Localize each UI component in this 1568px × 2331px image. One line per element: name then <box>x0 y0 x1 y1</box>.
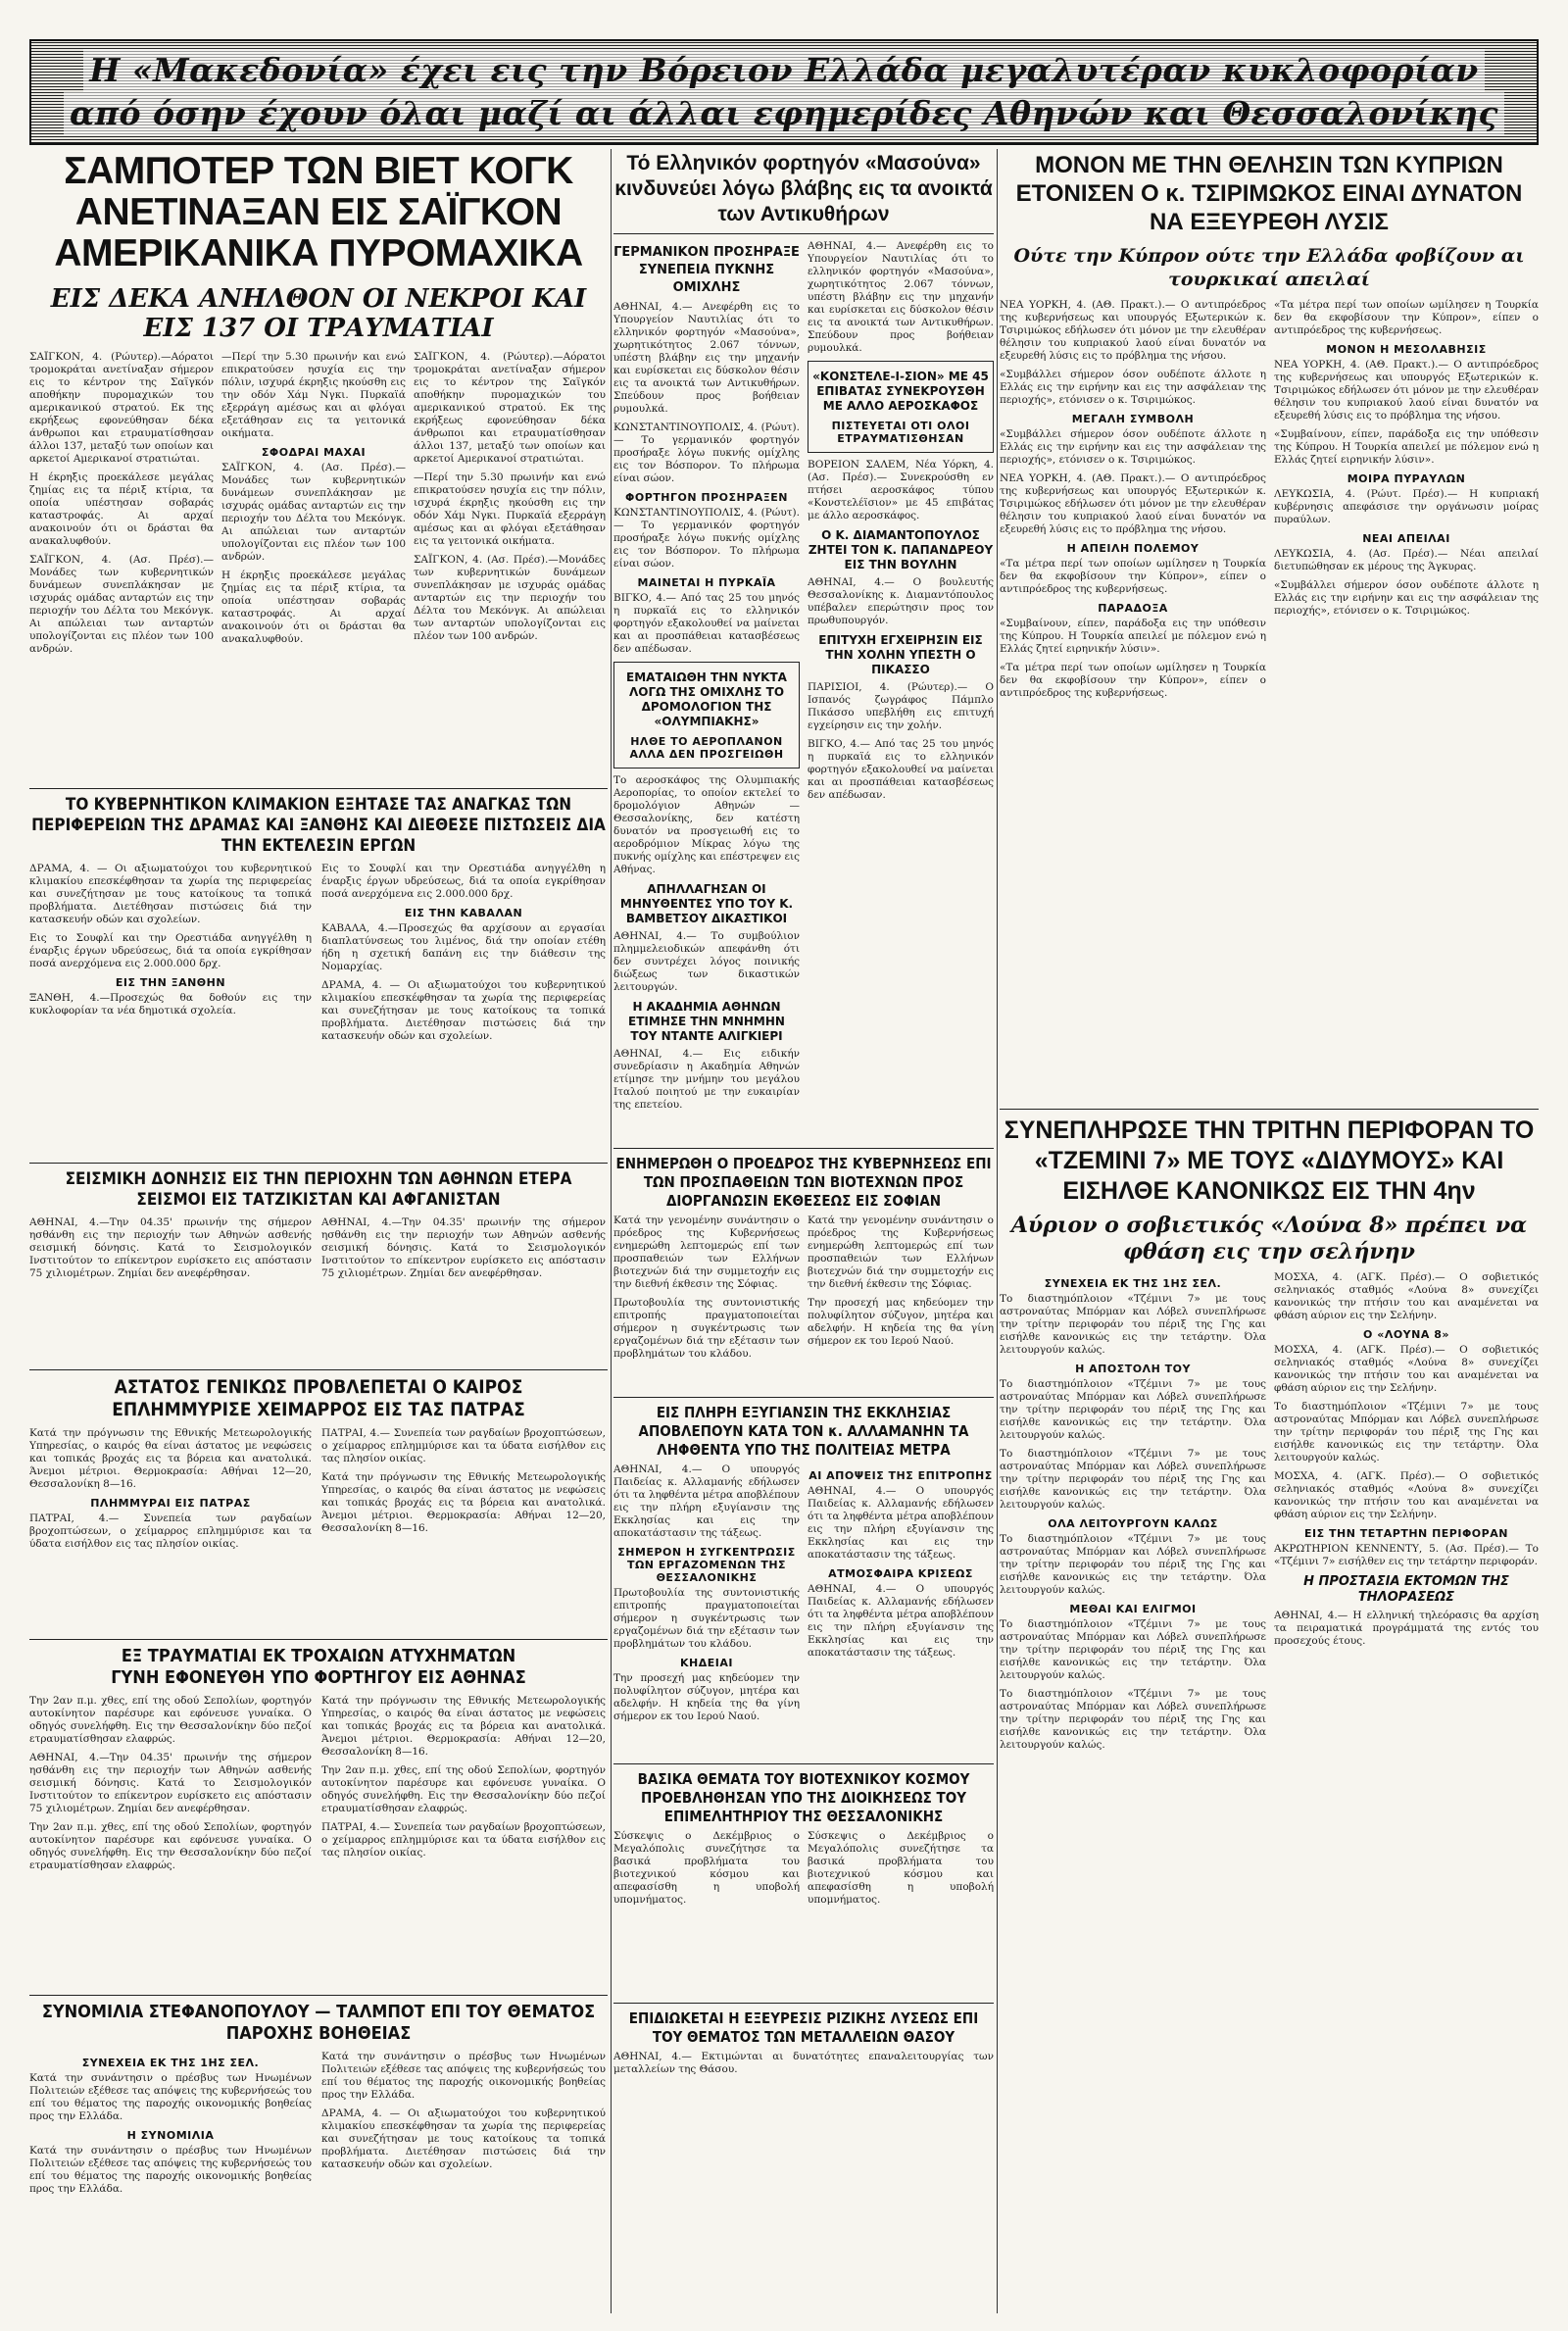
article-text: ΜΟΣΧΑ, 4. (ΑΓΚ. Πρέσ).— Ο σοβιετικός σεληνιακός σταθμός «Λούνα 8» συνεχίζει κανονικώς την πτήσιν του και αναμένεται να φθάση αύριον εις την Σελήνην. <box>1274 1344 1539 1394</box>
chamber-headline: ΒΑΣΙΚΑ ΘΕΜΑΤΑ ΤΟΥ ΒΙΟΤΕΧΝΙΚΟΥ ΚΟΣΜΟΥ ΠΡΟΕΒΛΗΘΗΣΑΝ ΥΠΟ ΤΗΣ ΔΙΟΙΚΗΣΕΩΣ ΤΟΥ ΕΠΙΜΕΛΗΤΗΡΙΟΥ ΤΗΣ ΘΕΣΣΑΛΟΝΙΚΗΣ <box>637 1770 970 1825</box>
section-subhead: ΜΟΝΟΝ Η ΜΕΣΟΛΑΒΗΣΙΣ <box>1326 343 1487 356</box>
article-text: Η έκρηξις προεκάλεσε μεγάλας ζημίας εις τα πέριξ κτίρια, τα οποία υπέστησαν σοβαράς καταστροφάς. Αι αρχαί ανακοινούν ότι οι δράσται θα ανακαλυφθούν. <box>29 471 214 547</box>
article-text: «Τα μέτρα περί των οποίων ωμίλησεν η Τουρκία δεν θα εκφοβίσουν την Κύπρον», είπεν ο αντιπρόεδρος της κυβερνήσεως. <box>1000 558 1266 595</box>
column-rule <box>611 149 612 2313</box>
article-text: Εις το Σουφλί και την Ορεστιάδα ανηγγέλθη η έναρξις έργων υδρεύσεως, διά τα οποία εγκρίθησαν ποσά ανερχόμενα εις 2.000.000 δρχ. <box>29 932 312 969</box>
divider <box>29 1163 608 1164</box>
divider <box>29 1369 608 1370</box>
divider <box>613 233 994 234</box>
article-text: «Συμβάλλει σήμερον όσον ουδέποτε άλλοτε η Ελλάς εις την ειρήνην και εις την ασφάλειαν της περιοχής», ετόνισεν ο κ. Τσιριμώκος. <box>1000 369 1266 406</box>
academy-headline: Η ΑΚΑΔΗΜΙΑ ΑΘΗΝΩΝ ΕΤΙΜΗΣΕ ΤΗΝ ΜΝΗΜΗΝ ΤΟΥ ΝΤΑΝΤΕ ΑΛΙΓΚΙΕΡΙ <box>628 1000 785 1043</box>
article-text: ΠΑΤΡΑΙ, 4.— Συνεπεία των ραγδαίων βροχοπτώσεων, ο χείμαρρος επλημμύρισε και τα ύδατα εισήλθον εις τας πλησίον οικίας. <box>321 1821 606 1859</box>
section-subhead: Η ΣΥΝΟΜΙΛΙΑ <box>126 2129 215 2142</box>
divider <box>29 788 608 789</box>
article-text: Κατά την πρόγνωσιν της Εθνικής Μετεωρολογικής Υπηρεσίας, ο καιρός θα είναι άστατος με νεφώσεις και τοπικάς βροχάς εις τα βόρεια και ανατολικά. Άνεμοι μέτριοι. Θερμοκρασία: Αθήναι 12—20, Θεσσαλονίκη 8—16. <box>29 1427 312 1490</box>
biz-article <box>613 1215 994 1391</box>
divider <box>613 1148 994 1149</box>
article-text: ΠΑΤΡΑΙ, 4.— Συνεπεία των ραγδαίων βροχοπτώσεων, ο χείμαρρος επλημμύρισε και τα ύδατα εισήλθον εις τας πλησίον οικίας. <box>321 1427 606 1464</box>
divider <box>1000 1109 1539 1110</box>
section-subhead: ΦΟΡΤΗΓΟΝ ΠΡΟΣΗΡΑΞΕΝ <box>625 491 788 504</box>
article-text: Την προσεχή μας κηδεύομεν την πολυφίλητον σύζυγον, μητέρα και αδελφήν. Η κηδεία της θα γίνη σήμερον εκ του Ιερού Ναού. <box>808 1297 994 1347</box>
article-text: ΔΡΑΜΑ, 4. — Οι αξιωματούχοι του κυβερνητικού κλιμακίου επεσκέφθησαν τα χωρία της περιφερείας και συνεζήτησαν με τους κατοίκους τα τοπικά προβλήματα. Διετέθησαν πιστώσεις διά την κατασκευήν οδών και σχολείων. <box>29 863 312 925</box>
tv-headline: Η ΠΡΟΣΤΑΣΙΑ ΕΚΤΟΜΩΝ ΤΗΣ ΤΗΛΟΡΑΣΕΩΣ <box>1303 1574 1509 1605</box>
article-text: ΝΕΑ ΥΟΡΚΗ, 4. (ΑΘ. Πρακτ.).— Ο αντιπρόεδρος της κυβερνήσεως και υπουργός Εξωτερικών κ. Τσιριμώκος εδήλωσεν ότι μόνον με την ελευθέραν θέλησιν του κυπριακού λαού είναι δυνατόν να εξευρεθή λύσις εις το πρόβλημα της νήσου. <box>1000 472 1266 535</box>
divider <box>613 1397 994 1398</box>
divider <box>29 1995 608 1996</box>
gemini-article <box>1000 1271 1539 2183</box>
section-subhead: Η ΑΠΕΙΛΗ ΠΟΛΕΜΟΥ <box>1066 542 1200 555</box>
constellation-box <box>808 361 994 453</box>
picasso-headline: ΕΠΙΤΥΧΗ ΕΓΧΕΙΡΗΣΙΝ ΕΙΣ ΤΗΝ ΧΟΛΗΝ ΥΠΕΣΤΗ Ο ΠΙΚΑΣΣΟ <box>818 633 983 676</box>
article-text: Σύσκεψις ο Δεκέμβριος ο Μεγαλόπολις συνεζήτησε τα βασικά προβλήματα του βιοτεχνικού κόσμου και απεφασίσθη η υποβολή υπομνήματος. <box>808 1830 994 1906</box>
divider <box>613 2003 994 2004</box>
stefanopoulos-article <box>29 2051 608 2266</box>
article-text: ΔΡΑΜΑ, 4. — Οι αξιωματούχοι του κυβερνητικού κλιμακίου επεσκέφθησαν τα χωρία της περιφερείας και συνεζήτησαν με τους κατοίκους τα τοπικά προβλήματα. Διετέθησαν πιστώσεις διά την κατασκευήν οδών και σχολείων. <box>321 979 606 1042</box>
article-text: «Συμβαίνουν, είπεν, παράδοξα εις την υπόθεσιν της Κύπρου. Η Τουρκία απειλεί με πόλεμον ενώ η Ελλάς ζητεί ειρηνικήν λύσιν». <box>1000 618 1266 655</box>
article-text: Το διαστημόπλοιον «Τζέμινι 7» με τους αστροναύτας Μπόρμαν και Λόβελ συνεπλήρωσε την τρίτην περιφοράν του πέριξ της Γης και εισήλθε κανονικώς εις την τετάρτην. Όλα λειτουργούν καλώς. <box>1000 1448 1266 1511</box>
divider <box>613 1763 994 1764</box>
cyprus-headline: ΜΟΝΟΝ ΜΕ ΤΗΝ ΘΕΛΗΣΙΝ ΤΩΝ ΚΥΠΡΙΩΝ ΕΤΟΝΙΣΕΝ Ο κ. ΤΣΙΡΙΜΩΚΟΣ ΕΙΝΑΙ ΔΥΝΑΤΟΝ ΝΑ ΕΞΕΥΡΕΘΗ ΛΥΣΙΣ <box>1015 152 1523 235</box>
seismic-headline: ΣΕΙΣΜΙΚΗ ΔΟΝΗΣΙΣ ΕΙΣ ΤΗΝ ΠΕΡΙΟΧΗΝ ΤΩΝ ΑΘΗΝΩΝ ΕΤΕΡΑ ΣΕΙΣΜΟΙ ΕΙΣ ΤΑΤΖΙΚΙΣΤΑΝ ΚΑΙ ΑΦΓΑΝΙΣΤΑΝ <box>65 1169 572 1210</box>
article-text: Κατά την πρόγνωσιν της Εθνικής Μετεωρολογικής Υπηρεσίας, ο καιρός θα είναι άστατος με νεφώσεις και τοπικάς βροχάς εις τα βόρεια και ανατολικά. Άνεμοι μέτριοι. Θερμοκρασία: Αθήναι 12—20, Θεσσαλονίκη 8—16. <box>321 1695 606 1758</box>
article-text: Το διαστημόπλοιον «Τζέμινι 7» με τους αστροναύτας Μπόρμαν και Λόβελ συνεπλήρωσε την τρίτην περιφοράν του πέριξ της Γης και εισήλθε κανονικώς εις την τετάρτην. Όλα λειτουργούν καλώς. <box>1000 1293 1266 1356</box>
banner-line-1: Η «Μακεδονία» έχει εις την Βόρειον Ελλάδα μεγαλυτέραν κυκλοφορίαν <box>83 49 1484 92</box>
article-text: ΜΟΣΧΑ, 4. (ΑΓΚ. Πρέσ).— Ο σοβιετικός σεληνιακός σταθμός «Λούνα 8» συνεχίζει κανονικώς την πτήσιν του και αναμένεται να φθάση αύριον εις την Σελήνην. <box>1274 1271 1539 1321</box>
column-rule <box>997 149 998 2313</box>
article-text: Την προσεχή μας κηδεύομεν την πολυφίλητον σύζυγον, μητέρα και αδελφήν. Η κηδεία της θα γίνη σήμερον εκ του Ιερού Ναού. <box>613 1672 800 1722</box>
olympic-box <box>613 662 800 769</box>
article-text: ΝΕΑ ΥΟΡΚΗ, 4. (ΑΘ. Πρακτ.).— Ο αντιπρόεδρος της κυβερνήσεως και υπουργός Εξωτερικών κ. Τσιριμώκος εδήλωσεν ότι μόνον με την ελευθέραν θέλησιν του κυπριακού λαού είναι δυνατόν να εξευρεθή λύσις εις το πρόβλημα της νήσου. <box>1274 359 1539 422</box>
article-text: Εις το Σουφλί και την Ορεστιάδα ανηγγέλθη η έναρξις έργων υδρεύσεως, διά τα οποία εγκρίθησαν ποσά ανερχόμενα εις 2.000.000 δρχ. <box>321 863 606 900</box>
article-text: ΑΘΗΝΑΙ, 4.— Εις ειδικήν συνεδρίασιν η Ακαδημία Αθηνών ετίμησε την μνήμην του μεγάλου Ιταλού ποιητού με την ευκαιρίαν της επετείου. <box>613 1048 800 1111</box>
article-text: Κατά την συνάντησιν ο πρέσβυς των Ηνωμένων Πολιτειών εξέθεσε τας απόψεις της κυβερνήσεώς του επί του θέματος της παροχής οικονομικής βοηθείας προς την Ελλάδα. <box>321 2051 606 2101</box>
divider <box>29 1639 608 1640</box>
constellation-headline: «ΚΟΝΣΤΕΛΕ-Ι-ΣΙΟΝ» ΜΕ 45 ΕΠΙΒΑΤΑΣ ΣΥΝΕΚΡΟΥΣΘΗ ΜΕ ΑΛΛΟ ΑΕΡΟΣΚΑΦΟΣ <box>812 370 989 413</box>
article-text: ΑΘΗΝΑΙ, 4.— Το συμβούλιον πλημμελειοδικών απεφάνθη ότι δεν συντρέχει λόγος ποινικής διώξεως των δικαστικών λειτουργών. <box>613 930 800 993</box>
article-text: Την 2αν π.μ. χθες, επί της οδού Σεπολίων, φορτηγόν αυτοκίνητον παρέσυρε και εφόνευσε γυναίκα. Ο οδηγός συνελήφθη. Εις την Θεσσαλονίκην δύο πεζοί ετραυματίσθησαν ελαφρώς. <box>29 1821 312 1871</box>
article-text: Πρωτοβουλία της συντονιστικής επιτροπής πραγματοποιείται σήμερον η συγκέντρωσις των εργαζομένων διά την εξέτασιν των προβλημάτων του κλάδου. <box>613 1587 800 1650</box>
article-text: ΑΘΗΝΑΙ, 4.—Την 04.35' πρωινήν της σήμερον ησθάνθη εις την περιοχήν των Αθηνών ασθενής σεισμική δόνησις. Κατά το Σεισμολογικόν Ινστιτούτον το επίκεντρον ευρίσκετο εις απόστασιν 75 χιλιομέτρων. Ζημίαι δεν ανεφέρθησαν. <box>29 1752 312 1814</box>
article-text: «Συμβάλλει σήμερον όσον ουδέποτε άλλοτε η Ελλάς εις την ειρήνην και εις την ασφάλειαν της περιοχής», ετόνισεν ο κ. Τσιριμώκος. <box>1274 579 1539 617</box>
section-subhead: ΜΕΘΑΙ ΚΑΙ ΕΛΙΓΜΟΙ <box>1069 1603 1197 1615</box>
section-subhead: ΜΟΙΡΑ ΠΥΡΑΥΛΩΝ <box>1347 472 1466 485</box>
article-text: Το διαστημόπλοιον «Τζέμινι 7» με τους αστροναύτας Μπόρμαν και Λόβελ συνεπλήρωσε την τρίτην περιφοράν του πέριξ της Γης και εισήλθε κανονικώς εις την τετάρτην. Όλα λειτουργούν καλώς. <box>1000 1618 1266 1681</box>
article-text: Κατά την συνάντησιν ο πρέσβυς των Ηνωμένων Πολιτειών εξέθεσε τας απόψεις της κυβερνήσεώς του επί του θέματος της παροχής οικονομικής βοηθείας προς την Ελλάδα. <box>29 2145 312 2195</box>
section-subhead: ΑΤΜΟΣΦΑΙΡΑ ΚΡΙΣΕΩΣ <box>828 1567 973 1580</box>
lead-article <box>29 351 608 782</box>
section-subhead: ΕΙΣ ΤΗΝ ΤΕΤΑΡΤΗΝ ΠΕΡΙΦΟΡΑΝ <box>1304 1527 1508 1540</box>
article-text: Κατά την γενομένην συνάντησιν ο πρόεδρος της Κυβερνήσεως ενημερώθη λεπτομερώς επί των προσπαθειών των Ελλήνων βιοτεχνών διά την συμμετοχήν εις την διεθνή έκθεσιν της Σόφιας. <box>808 1215 994 1290</box>
article-text: Την 2αν π.μ. χθες, επί της οδού Σεπολίων, φορτηγόν αυτοκίνητον παρέσυρε και εφόνευσε γυναίκα. Ο οδηγός συνελήφθη. Εις την Θεσσαλονίκην δύο πεζοί ετραυματίσθησαν ελαφρώς. <box>29 1695 312 1745</box>
section-subhead: ΟΛΑ ΛΕΙΤΟΥΡΓΟΥΝ ΚΑΛΩΣ <box>1048 1517 1218 1530</box>
article-text: Το αεροσκάφος της Ολυμπιακής Αεροπορίας, το οποίον εκτελεί το δρομολόγιον Αθηνών — Θεσσαλονίκης, δεν κατέστη δυνατόν να προσγειωθή εις το αεροδρόμιον Μίκρας λόγω της πυκνής ομίχλης και επέστρεψεν εις Αθήνας. <box>613 774 800 875</box>
article-text: ΑΘΗΝΑΙ, 4.— Ανεφέρθη εις το Υπουργείον Ναυτιλίας ότι το ελληνικόν φορτηγόν «Μασούνα», χωρητικότητος 2.067 τόννων, υπέστη βλάβην εις την μηχανήν και ευρίσκεται εις δύσκολον θέσιν εις τα ανοικτά των Αντικυθήρων. Σπεύδουν προς βοήθειαν ρυμουλκά. <box>613 301 800 415</box>
olympic-subhead: ΗΛΘΕ ΤΟ ΑΕΡΟΠΛΑΝΟΝ ΑΛΛΑ ΔΕΝ ΠΡΟΣΓΕΙΩΘΗ <box>629 735 784 761</box>
article-text: ΜΟΣΧΑ, 4. (ΑΓΚ. Πρέσ).— Ο σοβιετικός σεληνιακός σταθμός «Λούνα 8» συνεχίζει κανονικώς την πτήσιν του και αναμένεται να φθάση αύριον εις την Σελήνην. <box>1274 1470 1539 1520</box>
section-subhead: ΝΕΑΙ ΑΠΕΙΛΑΙ <box>1362 532 1450 545</box>
gemini-subheadline: Αύριον ο σοβιετικός «Λούνα 8» πρέπει να φθάση εις την σελήνην <box>1010 1213 1528 1265</box>
article-text: ΑΘΗΝΑΙ, 4.—Την 04.35' πρωινήν της σήμερον ησθάνθη εις την περιοχήν των Αθηνών ασθενής σεισμική δόνησις. Κατά το Σεισμολογικόν Ινστιτούτον το επίκεντρον ευρίσκετο εις απόστασιν 75 χιλιομέτρων. Ζημίαι δεν ανεφέρθησαν. <box>29 1216 312 1279</box>
article-text: ΝΕΑ ΥΟΡΚΗ, 4. (ΑΘ. Πρακτ.).— Ο αντιπρόεδρος της κυβερνήσεως και υπουργός Εξωτερικών κ. Τσιριμώκος εδήλωσεν ότι μόνον με την ελευθέραν θέλησιν του κυπριακού λαού είναι δυνατόν να εξευρεθή λύσις εις το πρόβλημα της νήσου. <box>1000 299 1266 362</box>
article-text: ΣΑΪΓΚΟΝ, 4. (Ρώυτερ).—Αόρατοι τρομοκράται ανετίναξαν σήμερον εις το κέντρον της Σαϊγκόν αποθήκην πυρομαχικών του αμερικανικού στρατού. Εκ της εκρήξεως εφονεύθησαν δέκα άνθρωποι και ετραυματίσθησαν άλλοι 137, μεταξύ των οποίων και αρκετοί Αμερικανοί στρατιώται. <box>414 351 606 465</box>
gemini-headline: ΣΥΝΕΠΛΗΡΩΣΕ ΤΗΝ ΤΡΙΤΗΝ ΠΕΡΙΦΟΡΑΝ ΤΟ «ΤΖΕΜΙΝΙ 7» ΜΕ ΤΟΥΣ «ΔΙΔΥΜΟΥΣ» ΚΑΙ ΕΙΣΗΛΘΕ ΚΑΝΟΝΙΚΩΣ ΕΙΣ ΤΗΝ 4ην <box>1004 1116 1535 1205</box>
article-text: ΚΑΒΑΛΑ, 4.—Προσεχώς θα αρχίσουν αι εργασίαι διαπλατύνσεως του λιμένος, διά την οποίαν ετέθη ήδη η σχετική δαπάνη εις την διάθεσιν της Νομαρχίας. <box>321 922 606 972</box>
column-right <box>1000 149 1539 2313</box>
church-article <box>613 1463 994 1758</box>
article-text: ΑΘΗΝΑΙ, 4.— Ο βουλευτής Θεσσαλονίκης κ. Διαμαντόπουλος υπέβαλεν επερώτησιν προς τον πρωθυπουργόν. <box>808 576 994 626</box>
masthead-banner <box>29 39 1539 145</box>
article-text: «Συμβάλλει σήμερον όσον ουδέποτε άλλοτε η Ελλάς εις την ειρήνην και εις την ασφάλειαν της περιοχής», ετόνισεν ο κ. Τσιριμώκος. <box>1000 428 1266 466</box>
traffic-headline: ΕΞ ΤΡΑΥΜΑΤΙΑΙ ΕΚ ΤΡΟΧΑΙΩΝ ΑΤΥΧΗΜΑΤΩΝ <box>121 1646 516 1666</box>
section-subhead: ΜΕΓΑΛΗ ΣΥΜΒΟΛΗ <box>1071 413 1195 425</box>
article-text: ΒΙΓΚΟ, 4.— Από τας 25 του μηνός η πυρκαϊά εις το ελληνικόν φορτηγόν εξακολουθεί να μαίνεται και αι προσπάθειαι κατασβέσεως δεν απέδωσαν. <box>808 738 994 801</box>
article-text: ΛΕΥΚΩΣΙΑ, 4. (Ασ. Πρέσ).— Νέαι απειλαί διετυπώθησαν εκ μέρους της Άγκυρας. <box>1274 548 1539 572</box>
article-text: Το διαστημόπλοιον «Τζέμινι 7» με τους αστροναύτας Μπόρμαν και Λόβελ συνεπλήρωσε την τρίτην περιφοράν του πέριξ της Γης και εισήλθε κανονικώς εις την τετάρτην. Όλα λειτουργούν καλώς. <box>1000 1378 1266 1441</box>
article-text: ΚΩΝΣΤΑΝΤΙΝΟΥΠΟΛΙΣ, 4. (Ρώυτ).— Το γερμανικόν φορτηγόν προσήραξε λόγω πυκνής ομίχλης εις τον Βόσπορον. Το πλήρωμα είναι σώον. <box>613 422 800 484</box>
chamber-article <box>613 1830 994 1997</box>
article-text: Κατά την γενομένην συνάντησιν ο πρόεδρος της Κυβερνήσεως ενημερώθη λεπτομερώς επί των προσπαθειών των Ελλήνων βιοτεχνών διά την συμμετοχήν εις την διεθνή έκθεσιν της Σόφιας. <box>613 1215 800 1290</box>
section-subhead: ΚΗΔΕΙΑΙ <box>680 1657 733 1669</box>
cabinet-article <box>29 863 608 1157</box>
article-text: Την 2αν π.μ. χθες, επί της οδού Σεπολίων, φορτηγόν αυτοκίνητον παρέσυρε και εφόνευσε γυναίκα. Ο οδηγός συνελήφθη. Εις την Θεσσαλονίκην δύο πεζοί ετραυματίσθησαν ελαφρώς. <box>321 1764 606 1814</box>
article-text: ΒΟΡΕΙΟΝ ΣΑΛΕΜ, Νέα Υόρκη, 4. (Ασ. Πρέσ).— Συνεκρούσθη εν πτήσει αεροσκάφος τύπου «Κονστελέϊσιον» με 45 επιβάτας με άλλο αεροσκάφος. <box>808 459 994 521</box>
article-text: —Περί την 5.30 πρωινήν και ενώ επικρατούσεν ησυχία εις την πόλιν, ισχυρά έκρηξις ηκούσθη εις την οδόν Χάμ Νγκι. Πυρκαϊά εξερράγη αμέσως και αι φλόγαι εξετάθησαν εις τα γειτονικά οικήματα. <box>221 351 406 439</box>
stefanopoulos-headline: ΣΥΝΟΜΙΛΙΑ ΣΤΕΦΑΝΟΠΟΥΛΟΥ — ΤΑΛΜΠΟΤ ΕΠΙ ΤΟΥ ΘΕΜΑΤΟΣ ΠΑΡΟΧΗΣ ΒΟΗΘΕΙΑΣ <box>41 2002 596 2044</box>
cabinet-headline: ΤΟ ΚΥΒΕΡΝΗΤΙΚΟΝ ΚΛΙΜΑΚΙΟΝ ΕΞΗΤΑΣΕ ΤΑΣ ΑΝΑΓΚΑΣ ΤΩΝ ΠΕΡΙΦΕΡΕΙΩΝ ΤΗΣ ΔΡΑΜΑΣ ΚΑΙ ΞΑΝΘΗΣ ΚΑΙ ΔΙΕΘΕΣΕ ΠΙΣΤΩΣΕΙΣ ΔΙΑ ΤΗΝ ΕΚΤΕΛΕΣΙΝ ΕΡΓΩΝ <box>31 795 606 856</box>
article-text: «Συμβαίνουν, είπεν, παράδοξα εις την υπόθεσιν της Κύπρου. Η Τουρκία απειλεί με πόλεμον ενώ η Ελλάς ζητεί ειρηνικήν λύσιν». <box>1274 428 1539 466</box>
article-text: ΔΡΑΜΑ, 4. — Οι αξιωματούχοι του κυβερνητικού κλιμακίου επεσκέφθησαν τα χωρία της περιφερείας και συνεζήτησαν με τους κατοίκους τα τοπικά προβλήματα. Διετέθησαν πιστώσεις διά την κατασκευήν οδών και σχολείων. <box>321 2108 606 2170</box>
newspaper-page <box>29 39 1539 2313</box>
section-subhead: ΕΙΣ ΤΗΝ ΞΑΝΘΗΝ <box>115 976 226 989</box>
lead-headline: ΣΑΜΠΟΤΕΡ ΤΩΝ ΒΙΕΤ ΚΟΓΚ ΑΝΕΤΙΝΑΞΑΝ ΕΙΣ ΣΑΪΓΚΟΝ ΑΜΕΡΙΚΑΝΙΚΑ ΠΥΡΟΜΑΧΙΚΑ <box>54 150 583 274</box>
olympic-headline: ΕΜΑΤΑΙΩΘΗ ΤΗΝ ΝΥΚΤΑ ΛΟΓΩ ΤΗΣ ΟΜΙΧΛΗΣ ΤΟ ΔΡΟΜΟΛΟΓΙΟΝ ΤΗΣ «ΟΛΥΜΠΙΑΚΗΣ» <box>626 670 787 728</box>
article-text: ΑΘΗΝΑΙ, 4.— Ο υπουργός Παιδείας κ. Αλλαμανής εδήλωσεν ότι τα ληφθέντα μέτρα αποβλέπουν εις την πλήρη εξυγίανσιν της Εκκλησίας και εις την αποκατάστασιν της τάξεως. <box>808 1485 994 1561</box>
article-text: «Τα μέτρα περί των οποίων ωμίλησεν η Τουρκία δεν θα εκφοβίσουν την Κύπρον», είπεν ο αντιπρόεδρος της κυβερνήσεως. <box>1274 299 1539 336</box>
woman-headline: ΓΥΝΗ ΕΦΟΝΕΥΘΗ ΥΠΟ ΦΟΡΤΗΓΟΥ ΕΙΣ ΑΘΗΝΑΣ <box>111 1667 526 1688</box>
article-text: «Τα μέτρα περί των οποίων ωμίλησεν η Τουρκία δεν θα εκφοβίσουν την Κύπρον», είπεν ο αντιπρόεδρος της κυβερνήσεως. <box>1000 662 1266 699</box>
seismic-article <box>29 1216 608 1364</box>
article-text: ΚΩΝΣΤΑΝΤΙΝΟΥΠΟΛΙΣ, 4. (Ρώυτ).— Το γερμανικόν φορτηγόν προσήραξε λόγω πυκνής ομίχλης εις τον Βόσπορον. Το πλήρωμα είναι σώον. <box>613 507 800 570</box>
article-text: ΑΘΗΝΑΙ, 4.—Την 04.35' πρωινήν της σήμερον ησθάνθη εις την περιοχήν των Αθηνών ασθενής σεισμική δόνησις. Κατά το Σεισμολογικόν Ινστιτούτον το επίκεντρον ευρίσκετο εις απόστασιν 75 χιλιομέτρων. Ζημίαι δεν ανεφέρθησαν. <box>321 1216 606 1279</box>
column-left <box>29 149 608 2313</box>
weather-article <box>29 1427 608 1633</box>
german-headline: ΓΕΡΜΑΝΙΚΟΝ ΠΡΟΣΗΡΑΞΕ ΣΥΝΕΠΕΙΑ ΠΥΚΝΗΣ ΟΜΙΧΛΗΣ <box>613 245 800 295</box>
article-text: ΑΘΗΝΑΙ, 4.— Ο υπουργός Παιδείας κ. Αλλαμανής εδήλωσεν ότι τα ληφθέντα μέτρα αποβλέπουν εις την πλήρη εξυγίανσιν της Εκκλησίας και εις την αποκατάστασιν της τάξεως. <box>808 1583 994 1659</box>
article-text: Το διαστημόπλοιον «Τζέμινι 7» με τους αστροναύτας Μπόρμαν και Λόβελ συνεπλήρωσε την τρίτην περιφοράν του πέριξ της Γης και εισήλθε κανονικώς εις την τετάρτην. Όλα λειτουργούν καλώς. <box>1000 1688 1266 1751</box>
section-subhead: ΜΑΙΝΕΤΑΙ Η ΠΥΡΚΑΪΑ <box>637 576 776 589</box>
article-text: ΒΙΓΚΟ, 4.— Από τας 25 του μηνός η πυρκαϊά εις το ελληνικόν φορτηγόν εξακολουθεί να μαίνεται και αι προσπάθειαι κατασβέσεως δεν απέδωσαν. <box>613 592 800 655</box>
weather-headline: ΑΣΤΑΤΟΣ ΓΕΝΙΚΩΣ ΠΡΟΒΛΕΠΕΤΑΙ Ο ΚΑΙΡΟΣ <box>114 1376 523 1398</box>
article-text: —Περί την 5.30 πρωινήν και ενώ επικρατούσεν ησυχία εις την πόλιν, ισχυρά έκρηξις ηκούσθη εις την οδόν Χάμ Νγκι. Πυρκαϊά εξερράγη αμέσως και αι φλόγαι εξετάθησαν εις τα γειτονικά οικήματα. <box>414 471 606 547</box>
church-headline: ΕΙΣ ΠΛΗΡΗ ΕΞΥΓΙΑΝΣΙΝ ΤΗΣ ΕΚΚΛΗΣΙΑΣ ΑΠΟΒΛΕΠΟΥΝ ΚΑΤΑ ΤΟΝ κ. ΑΛΛΑΜΑΝΗΝ ΤΑ ΛΗΦΘΕΝΤΑ ΥΠΟ ΤΗΣ ΠΟΛΙΤΕΙΑΣ ΜΕΤΡΑ <box>638 1404 969 1459</box>
article-text: Κατά την συνάντησιν ο πρέσβυς των Ηνωμένων Πολιτειών εξέθεσε τας απόψεις της κυβερνήσεώς του επί του θέματος της παροχής οικονομικής βοηθείας προς την Ελλάδα. <box>29 2072 312 2122</box>
continued-note: ΣΥΝΕΧΕΙΑ ΕΚ ΤΗΣ 1ΗΣ ΣΕΛ. <box>1044 1277 1222 1290</box>
article-text: Η έκρηξις προεκάλεσε μεγάλας ζημίας εις τα πέριξ κτίρια, τα οποία υπέστησαν σοβαράς καταστροφάς. Αι αρχαί ανακοινούν ότι οι δράσται θα ανακαλυφθούν. <box>221 570 406 645</box>
section-subhead: Η ΑΠΟΣΤΟΛΗ ΤΟΥ <box>1075 1363 1191 1375</box>
papandreou-headline: Ο Κ. ΔΙΑΜΑΝΤΟΠΟΥΛΟΣ ΖΗΤΕΙ ΤΟΝ Κ. ΠΑΠΑΝΔΡΕΟΥ ΕΙΣ ΤΗΝ ΒΟΥΛΗΝ <box>808 528 994 571</box>
constellation-subhead: ΠΙΣΤΕΥΕΤΑΙ ΟΤΙ ΟΛΟΙ ΕΤΡΑΥΜΑΤΙΣΘΗΣΑΝ <box>831 420 970 445</box>
section-subhead: ΕΙΣ ΤΗΝ ΚΑΒΑΛΑΝ <box>404 907 523 919</box>
article-text: Πρωτοβουλία της συντονιστικής επιτροπής πραγματοποιείται σήμερον η συγκέντρωσις των εργαζομένων διά την εξέτασιν των προβλημάτων του κλάδου. <box>613 1297 800 1360</box>
lead-subheadline: ΕΙΣ ΔΕΚΑ ΑΝΗΛΘΟΝ ΟΙ ΝΕΚΡΟΙ ΚΑΙ ΕΙΣ 137 ΟΙ ΤΡΑΥΜΑΤΙΑΙ <box>50 284 587 343</box>
section-subhead: ΠΑΡΑΔΟΞΑ <box>1098 602 1168 615</box>
acquit-headline: ΑΠΗΛΛΑΓΗΣΑΝ ΟΙ ΜΗΝΥΘΕΝΤΕΣ ΥΠΟ ΤΟΥ Κ. ΒΑΜΒΕΤΣΟΥ ΔΙΚΑΣΤΙΚΟΙ <box>619 882 794 925</box>
section-subhead: ΠΛΗΜΜΥΡΑΙ ΕΙΣ ΠΑΤΡΑΣ <box>90 1497 251 1510</box>
section-subhead: ΣΦΟΔΡΑΙ ΜΑΧΑΙ <box>261 446 367 459</box>
article-text: Το διαστημόπλοιον «Τζέμινι 7» με τους αστροναύτας Μπόρμαν και Λόβελ συνεπλήρωσε την τρίτην περιφοράν του πέριξ της Γης και εισήλθε κανονικώς εις την τετάρτην. Όλα λειτουργούν καλώς. <box>1274 1401 1539 1463</box>
section-subhead: Ο «ΛΟΥΝΑ 8» <box>1363 1328 1449 1341</box>
article-text: ΑΘΗΝΑΙ, 4.— Ανεφέρθη εις το Υπουργείον Ναυτιλίας ότι το ελληνικόν φορτηγόν «Μασούνα», χωρητικότητος 2.067 τόννων, υπέστη βλάβην εις την μηχανήν και ευρίσκεται εις δύσκολον θέσιν εις τα ανοικτά των Αντικυθήρων. Σπεύδουν προς βοήθειαν ρυμουλκά. <box>808 240 994 354</box>
article-text: ΑΚΡΩΤΗΡΙΟΝ ΚΕΝΝΕΝΤΥ, 5. (Ασ. Πρέσ).— Το «Τζέμινι 7» εισήλθεν εις την τετάρτην περιφοράν. <box>1274 1543 1539 1567</box>
article-text: ΣΑΪΓΚΟΝ, 4. (Ασ. Πρέσ).—Μονάδες των κυβερνητικών δυνάμεων συνεπλάκησαν με ισχυράς ομάδας ανταρτών εις την περιοχήν του Δέλτα του Μεκόνγκ. Αι απώλειαι των ανταρτών υπολογίζονται εις πλέον των 100 ανδρών. <box>29 554 214 655</box>
article-text: ΠΑΤΡΑΙ, 4.— Συνεπεία των ραγδαίων βροχοπτώσεων, ο χείμαρρος επλημμύρισε και τα ύδατα εισήλθον εις τας πλησίον οικίας. <box>29 1513 312 1550</box>
article-text: Κατά την πρόγνωσιν της Εθνικής Μετεωρολογικής Υπηρεσίας, ο καιρός θα είναι άστατος με νεφώσεις και τοπικάς βροχάς εις τα βόρεια και ανατολικά. Άνεμοι μέτριοι. Θερμοκρασία: Αθήναι 12—20, Θεσσαλονίκη 8—16. <box>321 1471 606 1534</box>
banner-line-2: από όσην έχουν όλαι μαζί αι άλλαι εφημερίδες Αθηνών και Θεσσαλονίκης <box>64 92 1504 135</box>
cyprus-article <box>1000 299 1539 1103</box>
section-subhead: ΣΗΜΕΡΟΝ Η ΣΥΓΚΕΝΤΡΩΣΙΣ ΤΩΝ ΕΡΓΑΖΟΜΕΝΩΝ ΤΗΣ ΘΕΣΣΑΛΟΝΙΚΗΣ <box>617 1546 796 1584</box>
article-text: ΣΑΪΓΚΟΝ, 4. (Ρώυτερ).—Αόρατοι τρομοκράται ανετίναξαν σήμερον εις το κέντρον της Σαϊγκόν αποθήκην πυρομαχικών του αμερικανικού στρατού. Εκ της εκρήξεως εφονεύθησαν δέκα άνθρωποι και ετραυματίσθησαν άλλοι 137, μεταξύ των οποίων και αρκετοί Αμερικανοί στρατιώται. <box>29 351 214 465</box>
biz-headline: ΕΝΗΜΕΡΩΘΗ Ο ΠΡΟΕΔΡΟΣ ΤΗΣ ΚΥΒΕΡΝΗΣΕΩΣ ΕΠΙ ΤΩΝ ΠΡΟΣΠΑΘΕΙΩΝ ΤΩΝ ΒΙΟΤΕΧΝΩΝ ΠΡΟΣ ΔΙΟΡΓΑΝΩΣΙΝ ΕΚΘΕΣΕΩΣ ΕΙΣ ΣΟΦΙΑΝ <box>615 1155 992 1210</box>
article-text: ΞΑΝΘΗ, 4.—Προσεχώς θα δοθούν εις την κυκλοφορίαν τα νέα δημοτικά σχολεία. <box>29 992 312 1017</box>
article-text: ΣΑΪΓΚΟΝ, 4. (Ασ. Πρέσ).—Μονάδες των κυβερνητικών δυνάμεων συνεπλάκησαν με ισχυράς ομάδας ανταρτών εις την περιοχήν του Δέλτα του Μεκόνγκ. Αι απώλειαι των ανταρτών υπολογίζονται εις πλέον των 100 ανδρών. <box>414 554 606 642</box>
traffic-article <box>29 1695 608 1989</box>
article-text: Σύσκεψις ο Δεκέμβριος ο Μεγαλόπολις συνεζήτησε τα βασικά προβλήματα του βιοτεχνικού κόσμου και απεφασίσθη η υποβολή υπομνήματος. <box>613 1830 800 1906</box>
article-text: ΑΘΗΝΑΙ, 4.— Η ελληνική τηλεόρασις θα αρχίση τα πειραματικά προγράμματά της εντός του προσεχούς έτους. <box>1274 1610 1539 1647</box>
article-text: ΠΑΡΙΣΙΟΙ, 4. (Ρώυτερ).— Ο Ισπανός ζωγράφος Πάμπλο Πικάσσο υπεβλήθη εις επιτυχή εγχείρησιν εις την χολήν. <box>808 681 994 731</box>
continued-note: ΣΥΝΕΧΕΙΑ ΕΚ ΤΗΣ 1ΗΣ ΣΕΛ. <box>81 2057 260 2069</box>
article-text: Το διαστημόπλοιον «Τζέμινι 7» με τους αστροναύτας Μπόρμαν και Λόβελ συνεπλήρωσε την τρίτην περιφοράν του πέριξ της Γης και εισήλθε κανονικώς εις την τετάρτην. Όλα λειτουργούν καλώς. <box>1000 1533 1266 1596</box>
section-subhead: ΑΙ ΑΠΟΨΕΙΣ ΤΗΣ ΕΠΙΤΡΟΠΗΣ <box>808 1469 993 1482</box>
column-middle <box>613 149 994 2313</box>
article-text: ΑΘΗΝΑΙ, 4.— Ο υπουργός Παιδείας κ. Αλλαμανής εδήλωσεν ότι τα ληφθέντα μέτρα αποβλέπουν εις την πλήρη εξυγίανσιν της Εκκλησίας και εις την αποκατάστασιν της τάξεως. <box>613 1463 800 1539</box>
cyprus-subheadline: Ούτε την Κύπρον ούτε την Ελλάδα φοβίζουν αι τουρκικαί απειλαί <box>1013 245 1525 290</box>
article-text: ΑΘΗΝΑΙ, 4.— Εκτιμώνται αι δυνατότητες επαναλειτουργίας των μεταλλείων της Θάσου. <box>613 2051 994 2075</box>
columns <box>29 149 1539 2313</box>
flood-headline: ΕΠΛΗΜΜΥΡΙΣΕ ΧΕΙΜΑΡΡΟΣ ΕΙΣ ΤΑΣ ΠΑΤΡΑΣ <box>112 1399 525 1420</box>
thasos-headline: ΕΠΙΔΙΩΚΕΤΑΙ Η ΕΞΕΥΡΕΣΙΣ ΡΙΖΙΚΗΣ ΛΥΣΕΩΣ ΕΠΙ ΤΟΥ ΘΕΜΑΤΟΣ ΤΩΝ ΜΕΤΑΛΛΕΙΩΝ ΘΑΣΟΥ <box>628 2009 979 2046</box>
masouna-headline: Τό Ελληνικόν φορτηγόν «Μασούνα» κινδυνεύει λόγω βλάβης εις τα ανοικτά των Αντικυθήρων <box>614 152 993 225</box>
article-text: ΣΑΪΓΚΟΝ, 4. (Ασ. Πρέσ).—Μονάδες των κυβερνητικών δυνάμεων συνεπλάκησαν με ισχυράς ομάδας ανταρτών εις την περιοχήν του Δέλτα του Μεκόνγκ. Αι απώλειαι των ανταρτών υπολογίζονται εις πλέον των 100 ανδρών. <box>221 462 406 563</box>
article-text: ΛΕΥΚΩΣΙΑ, 4. (Ρώυτ. Πρέσ).— Η κυπριακή κυβέρνησις απεφάσισε την οργάνωσιν μοίρας πυραύλων. <box>1274 488 1539 525</box>
middle-upper-block <box>613 240 994 1142</box>
